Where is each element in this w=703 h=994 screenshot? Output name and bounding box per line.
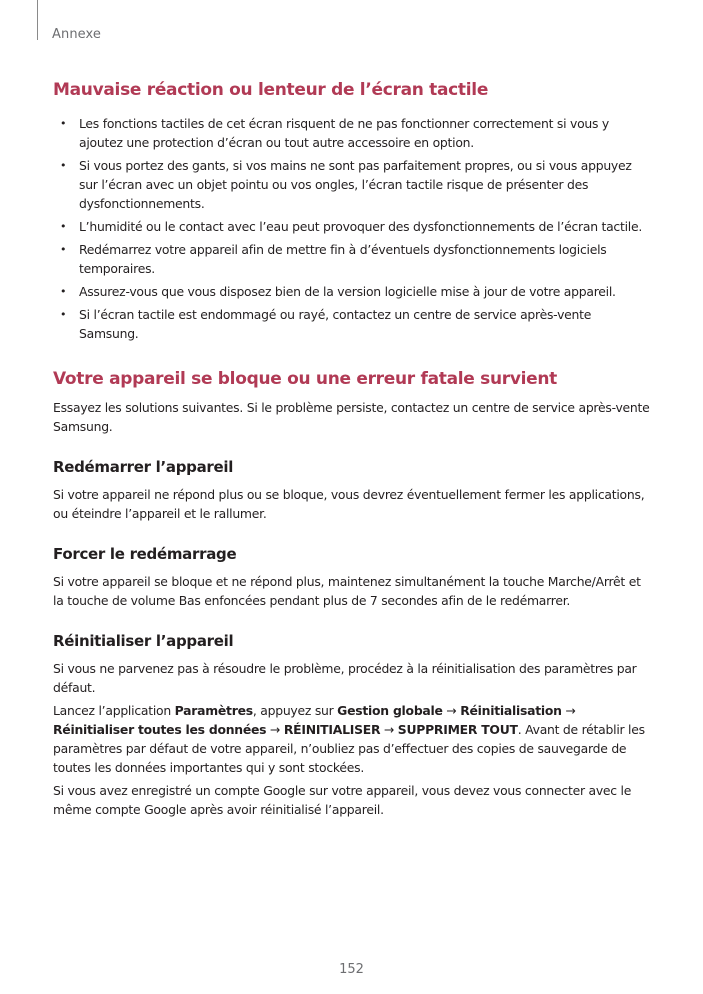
restart-body: Si votre appareil ne répond plus ou se bloque, vous devrez éventuellement fermer les applications, ou éteindre l’appareil et le rallumer. xyxy=(53,487,645,521)
bullet-dot: • xyxy=(60,243,67,256)
arrow-icon: → xyxy=(442,703,461,718)
bullet-item: • Si l’écran tactile est endommagé ou rayé, contactez un centre de service après-vente Samsung. xyxy=(60,307,592,341)
menu-step: Réinitialiser toutes les données xyxy=(53,722,267,737)
reset-body-3: Si vous avez enregistré un compte Google sur votre appareil, vous devez vous connecter avec le même compte Google après avoir réinitialisé l’appareil. xyxy=(53,783,632,817)
restart-block xyxy=(53,458,653,523)
bullet-item: • L’humidité ou le contact avec l’eau peut provoquer des dysfonctionnements de l’écran tactile. xyxy=(60,219,643,234)
bullet-item: • Redémarrez votre appareil afin de mettre fin à d’éventuels dysfonctionnements logiciels temporaires. xyxy=(60,242,607,276)
bullet-item: • Assurez-vous que vous disposez bien de la version logicielle mise à jour de votre appareil. xyxy=(60,284,616,299)
page-number: 152 xyxy=(339,962,364,977)
subsection-title-force-restart: Forcer le redémarrage xyxy=(53,545,237,563)
arrow-icon: → xyxy=(380,722,398,737)
menu-step: Réinitialisation xyxy=(460,703,562,718)
bullet-dot: • xyxy=(60,220,67,233)
reset-block xyxy=(53,632,653,819)
bullet-dot: • xyxy=(60,159,67,172)
force-restart-body: Si votre appareil se bloque et ne répond plus, maintenez simultanément la touche Marche/Arrêt et la touche de volume Bas enfoncées pendant plus de 7 secondes afin de le redémarrer. xyxy=(53,574,641,608)
reset-body-1: Si vous ne parvenez pas à résoudre le problème, procédez à la réinitialisation des paramètres par défaut. xyxy=(53,661,637,695)
bullet-item: • Si vous portez des gants, si vos mains ne sont pas parfaitement propres, ou si vous appuyez sur l’écran avec un objet pointu ou vos ongles, l’écran tactile risque de présenter des dysfonctionnements. xyxy=(60,158,632,211)
bullet-dot: • xyxy=(60,308,67,321)
bullet-dot: • xyxy=(60,117,67,130)
menu-step: Gestion globale xyxy=(337,703,443,718)
force-restart-block xyxy=(53,545,653,610)
running-head: Annexe xyxy=(52,27,102,42)
margin-rule xyxy=(37,0,38,40)
app-name-settings: Paramètres xyxy=(174,703,253,718)
menu-step: SUPPRIMER TOUT xyxy=(397,722,518,737)
arrow-icon: → xyxy=(266,722,284,737)
section-title-touchscreen: Mauvaise réaction ou lenteur de l’écran tactile xyxy=(53,80,489,100)
bullet-item: • Les fonctions tactiles de cet écran risquent de ne pas fonctionner correctement si vous y ajoutez une protection d’écran ou tout autre accessoire en option. xyxy=(60,116,609,150)
freeze-intro: Essayez les solutions suivantes. Si le problème persiste, contactez un centre de service après-vente Samsung. xyxy=(53,400,650,434)
menu-step: RÉINITIALISER xyxy=(283,722,381,737)
subsection-title-reset: Réinitialiser l’appareil xyxy=(53,632,234,650)
page-content xyxy=(53,80,653,819)
arrow-icon: → xyxy=(561,703,576,718)
reset-body-2: Lancez l’application Paramètres, appuyez sur Gestion globale → Réinitialisation → Réinitialiser toutes les données → RÉINITIALISER → SUPPRIMER TOUT. Avant de rétablir les paramètres par défaut de votre appareil, n’oubliez pas d’effectuer des copies de sauvegarde de toutes les données importantes qui y sont stockées. xyxy=(53,703,645,775)
section-title-freeze: Votre appareil se bloque ou une erreur fatale survient xyxy=(53,369,557,389)
subsection-title-restart: Redémarrer l’appareil xyxy=(53,458,234,476)
bullet-dot: • xyxy=(60,285,67,298)
touchscreen-bullet-list xyxy=(53,114,653,343)
